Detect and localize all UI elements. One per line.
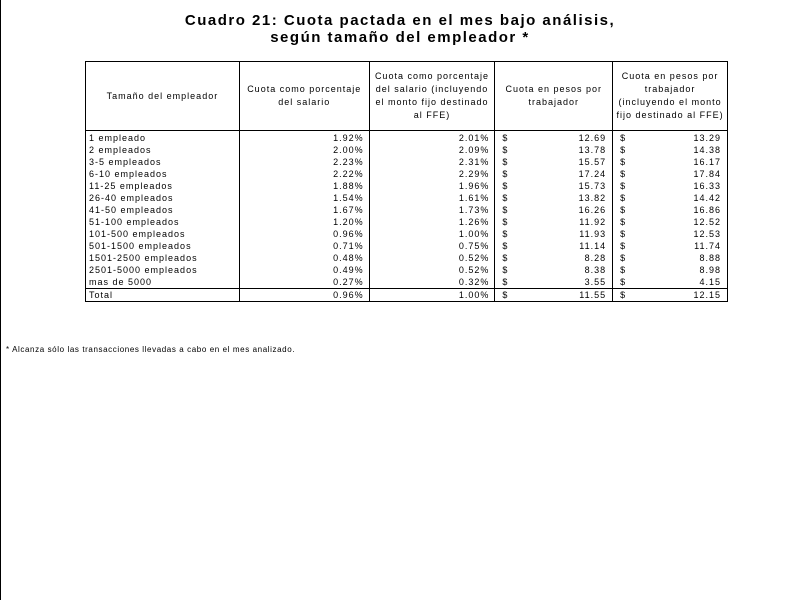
cell-pct-salary: 0.27% bbox=[239, 276, 369, 289]
cell-pct-salary: 0.48% bbox=[239, 252, 369, 264]
currency-symbol: $ bbox=[502, 145, 509, 155]
cell-pesos-worker-ffe bbox=[613, 192, 728, 204]
cell-pesos-worker-ffe bbox=[613, 216, 728, 228]
money-value: 14.42 bbox=[693, 193, 721, 203]
cell-pct-salary-ffe: 0.75% bbox=[369, 240, 495, 252]
cell-pct-salary-ffe: 1.96% bbox=[369, 180, 495, 192]
cell-pesos-worker-ffe bbox=[613, 252, 728, 264]
cell-pct-salary: 1.67% bbox=[239, 204, 369, 216]
cell-pesos-worker bbox=[495, 168, 613, 180]
money-value: 11.74 bbox=[694, 241, 721, 251]
currency-symbol: $ bbox=[502, 181, 509, 191]
money-value: 11.55 bbox=[579, 290, 607, 300]
total-row bbox=[86, 289, 728, 302]
currency-symbol: $ bbox=[620, 277, 627, 287]
cell-pesos-worker bbox=[495, 264, 613, 276]
table-body bbox=[86, 131, 728, 302]
cell-pct-salary: 1.54% bbox=[239, 192, 369, 204]
title-line-1: Cuadro 21: Cuota pactada en el mes bajo análisis, bbox=[184, 12, 616, 29]
cell-pesos-worker bbox=[495, 252, 613, 264]
table-row bbox=[86, 131, 728, 145]
cell-pesos-worker bbox=[495, 276, 613, 289]
cell-employer-size: mas de 5000 bbox=[86, 276, 240, 289]
money-value: 15.57 bbox=[578, 157, 607, 167]
currency-symbol: $ bbox=[620, 157, 627, 167]
cell-pesos-worker-ffe bbox=[613, 131, 728, 145]
money-value: 8.38 bbox=[584, 265, 607, 275]
cell-pct-salary-ffe: 0.52% bbox=[369, 264, 495, 276]
header-pesos-worker: Cuota en pesos por trabajador bbox=[495, 62, 613, 131]
money-value: 12.53 bbox=[693, 229, 721, 239]
table-row bbox=[86, 156, 728, 168]
money-value: 13.78 bbox=[578, 145, 607, 155]
currency-symbol: $ bbox=[620, 133, 627, 143]
cell-pesos-worker-ffe bbox=[613, 204, 728, 216]
currency-symbol: $ bbox=[620, 217, 627, 227]
title-line-2: según tamaño del empleador * bbox=[270, 29, 530, 46]
cell-employer-size: 26-40 empleados bbox=[86, 192, 240, 204]
cell-employer-size: 101-500 empleados bbox=[86, 228, 240, 240]
cell-pct-salary-ffe: 0.32% bbox=[369, 276, 495, 289]
currency-symbol: $ bbox=[502, 217, 509, 227]
table-header-row bbox=[86, 62, 728, 131]
cell-pct-salary: 1.92% bbox=[239, 131, 369, 145]
table-row bbox=[86, 144, 728, 156]
cell-pesos-worker-ffe bbox=[613, 180, 728, 192]
cell-pesos-worker bbox=[495, 156, 613, 168]
money-value: 12.69 bbox=[578, 133, 607, 143]
money-value: 16.86 bbox=[693, 205, 721, 215]
page-title bbox=[0, 12, 800, 46]
currency-symbol: $ bbox=[620, 181, 627, 191]
cell-pesos-worker-ffe bbox=[613, 264, 728, 276]
cell-employer-size: 501-1500 empleados bbox=[86, 240, 240, 252]
currency-symbol: $ bbox=[620, 253, 627, 263]
money-value: 4.15 bbox=[699, 277, 721, 287]
currency-symbol: $ bbox=[502, 290, 509, 300]
currency-symbol: $ bbox=[620, 193, 627, 203]
cell-pct-salary-ffe: 0.52% bbox=[369, 252, 495, 264]
cell-pct-salary: 2.00% bbox=[239, 144, 369, 156]
cell-pesos-worker bbox=[495, 180, 613, 192]
currency-symbol: $ bbox=[620, 241, 627, 251]
currency-symbol: $ bbox=[620, 290, 627, 300]
cell-pct-salary: 0.71% bbox=[239, 240, 369, 252]
cell-pesos-worker bbox=[495, 204, 613, 216]
cell-pct-salary-ffe: 1.73% bbox=[369, 204, 495, 216]
currency-symbol: $ bbox=[502, 229, 509, 239]
cell-pct-salary: 2.23% bbox=[239, 156, 369, 168]
money-value: 17.84 bbox=[693, 169, 721, 179]
table-row bbox=[86, 228, 728, 240]
cell-pct-salary-ffe: 2.29% bbox=[369, 168, 495, 180]
cell-pesos-worker bbox=[495, 228, 613, 240]
left-border-line bbox=[0, 0, 1, 600]
currency-symbol: $ bbox=[502, 277, 509, 287]
cell-pct-salary: 2.22% bbox=[239, 168, 369, 180]
money-value: 8.98 bbox=[699, 265, 721, 275]
footnote: * Alcanza sólo las transacciones llevadas a cabo en el mes analizado. bbox=[6, 345, 296, 354]
currency-symbol: $ bbox=[620, 229, 627, 239]
cell-pesos-worker-ffe bbox=[613, 240, 728, 252]
cell-pct-salary: 0.96% bbox=[239, 228, 369, 240]
cell-pct-salary: 1.20% bbox=[239, 216, 369, 228]
cell-pesos-worker bbox=[495, 192, 613, 204]
cell-pesos-worker bbox=[495, 131, 613, 145]
cell-employer-size: Total bbox=[86, 289, 240, 302]
currency-symbol: $ bbox=[620, 205, 627, 215]
cell-pct-salary-ffe: 1.00% bbox=[369, 228, 495, 240]
table-row bbox=[86, 264, 728, 276]
cell-pesos-worker bbox=[495, 144, 613, 156]
cell-pesos-worker-ffe bbox=[613, 276, 728, 289]
money-value: 14.38 bbox=[693, 145, 721, 155]
money-value: 11.93 bbox=[579, 229, 607, 239]
header-pct-salary: Cuota como porcentaje del salario bbox=[239, 62, 369, 131]
cell-employer-size: 41-50 empleados bbox=[86, 204, 240, 216]
currency-symbol: $ bbox=[502, 157, 509, 167]
money-value: 13.29 bbox=[693, 133, 721, 143]
cell-pct-salary-ffe: 2.31% bbox=[369, 156, 495, 168]
money-value: 3.55 bbox=[584, 277, 607, 287]
cell-pesos-worker-ffe bbox=[613, 168, 728, 180]
cell-employer-size: 3-5 empleados bbox=[86, 156, 240, 168]
currency-symbol: $ bbox=[502, 169, 509, 179]
header-pesos-worker-ffe: Cuota en pesos por trabajador (incluyendo el monto fijo destinado al FFE) bbox=[613, 62, 728, 131]
money-value: 16.26 bbox=[578, 205, 607, 215]
cell-pct-salary-ffe: 1.61% bbox=[369, 192, 495, 204]
table-row bbox=[86, 168, 728, 180]
currency-symbol: $ bbox=[502, 253, 509, 263]
money-value: 11.92 bbox=[579, 217, 607, 227]
cell-employer-size: 1 empleado bbox=[86, 131, 240, 145]
header-employer-size: Tamaño del empleador bbox=[86, 62, 240, 131]
cell-pct-salary: 0.49% bbox=[239, 264, 369, 276]
table-row bbox=[86, 252, 728, 264]
currency-symbol: $ bbox=[502, 241, 509, 251]
money-value: 15.73 bbox=[578, 181, 607, 191]
currency-symbol: $ bbox=[502, 133, 509, 143]
money-value: 12.15 bbox=[693, 290, 721, 300]
cell-pesos-worker-ffe bbox=[613, 228, 728, 240]
money-value: 13.82 bbox=[578, 193, 607, 203]
money-value: 16.17 bbox=[693, 157, 721, 167]
currency-symbol: $ bbox=[502, 205, 509, 215]
table-row bbox=[86, 204, 728, 216]
money-value: 16.33 bbox=[693, 181, 721, 191]
cell-pct-salary-ffe: 2.09% bbox=[369, 144, 495, 156]
table-row bbox=[86, 216, 728, 228]
cell-pct-salary: 0.96% bbox=[239, 289, 369, 302]
money-value: 17.24 bbox=[578, 169, 607, 179]
cell-pct-salary-ffe: 1.26% bbox=[369, 216, 495, 228]
cell-employer-size: 1501-2500 empleados bbox=[86, 252, 240, 264]
currency-symbol: $ bbox=[502, 193, 509, 203]
cell-pesos-worker bbox=[495, 240, 613, 252]
table-row bbox=[86, 192, 728, 204]
cell-employer-size: 51-100 empleados bbox=[86, 216, 240, 228]
cell-pesos-worker-ffe bbox=[613, 144, 728, 156]
currency-symbol: $ bbox=[620, 265, 627, 275]
cell-pesos-worker-ffe bbox=[613, 289, 728, 302]
currency-symbol: $ bbox=[620, 145, 627, 155]
table-row bbox=[86, 276, 728, 289]
money-value: 12.52 bbox=[693, 217, 721, 227]
quota-table bbox=[85, 61, 728, 302]
currency-symbol: $ bbox=[502, 265, 509, 275]
cell-employer-size: 2501-5000 empleados bbox=[86, 264, 240, 276]
currency-symbol: $ bbox=[620, 169, 627, 179]
header-pct-salary-ffe: Cuota como porcentaje del salario (incluyendo el monto fijo destinado al FFE) bbox=[369, 62, 495, 131]
cell-pesos-worker bbox=[495, 289, 613, 302]
table-row bbox=[86, 240, 728, 252]
cell-pct-salary: 1.88% bbox=[239, 180, 369, 192]
cell-pesos-worker bbox=[495, 216, 613, 228]
cell-pct-salary-ffe: 1.00% bbox=[369, 289, 495, 302]
money-value: 11.14 bbox=[579, 241, 607, 251]
money-value: 8.28 bbox=[584, 253, 607, 263]
money-value: 8.88 bbox=[699, 253, 721, 263]
cell-pct-salary-ffe: 2.01% bbox=[369, 131, 495, 145]
cell-employer-size: 2 empleados bbox=[86, 144, 240, 156]
cell-employer-size: 11-25 empleados bbox=[86, 180, 240, 192]
cell-employer-size: 6-10 empleados bbox=[86, 168, 240, 180]
cell-pesos-worker-ffe bbox=[613, 156, 728, 168]
table-row bbox=[86, 180, 728, 192]
